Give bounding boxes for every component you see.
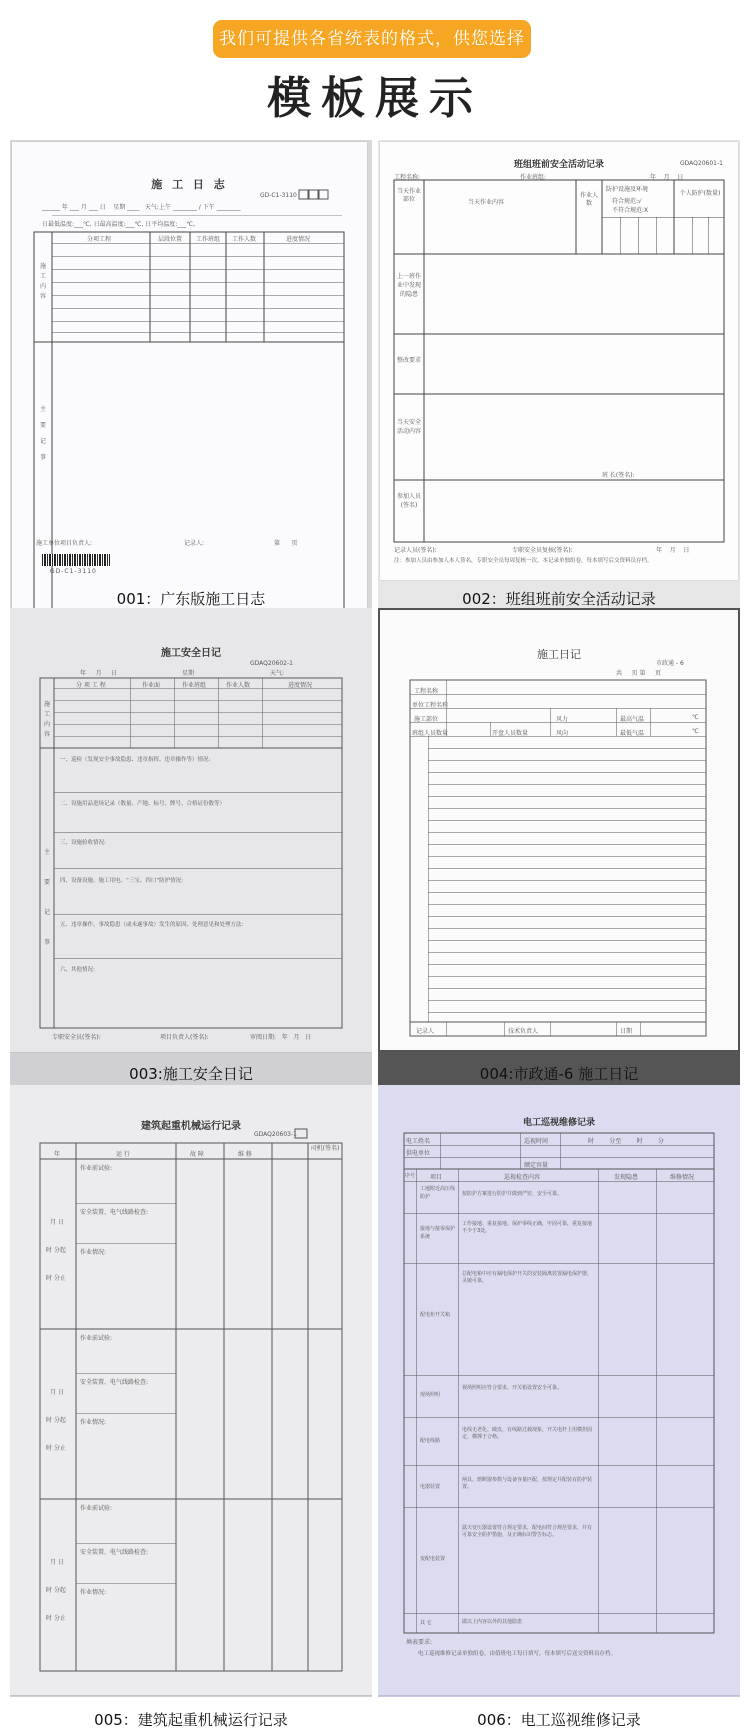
column-header: 作业人数	[579, 192, 598, 207]
note-text: 电工巡视维修记录单独组卷，由值班电工每日填写，每本填写后送交资料员存档。	[418, 1651, 617, 1657]
item-label: 配电线路	[420, 1438, 441, 1444]
side-label: 主要记事	[40, 406, 47, 461]
header-fields: 天气:	[270, 670, 285, 677]
row-label: 参加人员(签名)	[397, 493, 422, 509]
document-title: 电工巡视维修记录	[522, 1118, 595, 1128]
promo-banner	[213, 20, 531, 58]
item-label: 作业前试验:	[80, 1165, 113, 1172]
template-photo	[378, 608, 740, 1088]
item-label: 作业情况:	[80, 1249, 107, 1256]
document-sheet	[380, 142, 738, 580]
header-fields: 工程名称:	[394, 174, 421, 181]
section-label: 六、其他情况:	[60, 967, 95, 973]
column-header: 作业人数	[226, 682, 251, 689]
item-content: 按防护方案进行防护并做到严密，安全可靠。	[462, 1191, 563, 1197]
template-photo	[10, 1085, 372, 1697]
item-content: 露天变压器设置符合规定要求，配电间符合规范要求，并有可靠安全防护措施，及正确标识警告标志。	[462, 1525, 593, 1538]
column-header: 司机(签名)	[310, 1145, 340, 1152]
item-content: 视场照明应符合要求，开关箱设置安全可靠。	[462, 1385, 563, 1391]
template-card-005[interactable]	[10, 1085, 372, 1735]
time-label: 月 日	[50, 1219, 64, 1226]
column-header: 巡视检查内容	[504, 1174, 541, 1181]
document-sheet	[378, 1085, 740, 1695]
template-photo	[378, 1085, 740, 1697]
document-title: 施 工 日 志	[151, 178, 228, 191]
time-label: 时 分止	[46, 1275, 66, 1282]
row-label: 工程名称	[414, 688, 439, 695]
header-fields: 星期	[182, 670, 195, 677]
footer-text: 第 页	[274, 540, 298, 547]
header-cell: 电工姓名	[406, 1138, 431, 1145]
cell-label: 最高气温	[620, 716, 645, 723]
banner-text: 我们可提供各省统表的格式，供您选择	[219, 29, 525, 49]
footer-text: 记录人:	[184, 540, 205, 547]
footer-text: 记录人员(签名):	[394, 547, 437, 554]
note-title: 填表要求:	[406, 1639, 433, 1646]
document-title: 施工安全日记	[161, 648, 221, 659]
document-sheet	[380, 610, 738, 1050]
document-sheet	[10, 1085, 372, 1695]
item-label: 变配电装置	[420, 1556, 446, 1562]
header-fields: 年 月 日	[80, 670, 118, 677]
item-content: 闸具、熔断器参数与设备容量匹配，按规定并配装有防护装置。	[462, 1477, 593, 1490]
time-label: 时 分止	[46, 1445, 66, 1452]
column-header: 作业班组	[182, 682, 207, 689]
footer-text: 施工单位项目负责人:	[36, 540, 93, 547]
item-label: 作业情况:	[80, 1419, 107, 1426]
document-sheet	[12, 142, 367, 634]
time-label: 时 分止	[46, 1615, 66, 1622]
time-label: 月 日	[50, 1389, 64, 1396]
template-caption[interactable]: 002：班组班前安全活动记录	[462, 590, 656, 608]
temperature-fields: 日最低温度:___℃, 日最高温度:___℃, 日平均温度:___℃。	[42, 221, 199, 228]
column-header: 个人防护(数量)	[679, 190, 721, 197]
template-photo	[10, 608, 372, 1088]
section-label: 三、设施验收情况:	[60, 840, 106, 846]
column-header: 进度情况	[286, 236, 311, 243]
template-card-001[interactable]	[10, 140, 372, 640]
document-title: 建筑起重机械运行记录	[141, 1121, 241, 1132]
cell-unit: ℃	[692, 714, 699, 721]
item-label: 作业前试验:	[80, 1335, 113, 1342]
column-header: 项目	[430, 1174, 443, 1181]
footer-text: 年 月 日	[656, 547, 690, 554]
footer-text: 日期	[620, 1028, 633, 1035]
item-label: 安全装置、电气线路检查:	[80, 1379, 149, 1386]
barcode	[42, 554, 110, 566]
item-label: 作业前试验:	[80, 1505, 113, 1512]
header-fields: 年 月 日	[650, 174, 684, 181]
document-sheet	[10, 608, 372, 1052]
header-fields: 作业班组:	[520, 174, 547, 181]
form-code: GD-C1-3110	[260, 192, 297, 199]
template-card-006[interactable]	[378, 1085, 740, 1735]
item-label: 其 它	[420, 1620, 432, 1626]
row-label: 班组人员数量	[412, 730, 449, 737]
footer-text: 项目负责人(签名):	[160, 1034, 209, 1041]
template-card-002[interactable]	[378, 140, 740, 640]
form-grid	[380, 142, 738, 580]
barcode-text: GD-C1-3110	[50, 568, 97, 575]
side-label: 施工内容	[44, 701, 51, 738]
template-photo	[378, 140, 740, 640]
column-header: 发现隐患	[614, 1174, 639, 1181]
template-caption[interactable]: 004:市政通-6 施工日记	[479, 1065, 639, 1083]
template-photo	[10, 140, 372, 640]
section-label: 四、设备设施、施工用电、“三宝、四口”防护情况:	[60, 878, 184, 884]
header-cell: 供电单位	[406, 1150, 431, 1157]
column-header: 年	[54, 1151, 61, 1158]
footer-text: 技术负责人	[508, 1028, 539, 1035]
form-code: GDAQ20601-1	[680, 160, 723, 167]
time-label: 月 日	[50, 1559, 64, 1566]
footer-text: 审阅日期: 年 月 日	[250, 1034, 312, 1041]
time-label: 时 分起	[46, 1247, 66, 1254]
footer-text: 专职安全员(签名):	[52, 1034, 101, 1041]
item-label: 安全装置、电气线路检查:	[80, 1209, 149, 1216]
column-header: 符合规范:√	[612, 198, 642, 205]
column-header: 序号	[405, 1173, 416, 1179]
column-header: 进度情况	[288, 682, 313, 689]
document-title: 施工日记	[537, 648, 581, 661]
item-label: 配电柜开关箱	[420, 1312, 451, 1318]
page-title: 模板展示	[267, 73, 483, 124]
item-label: 电器装置	[420, 1484, 441, 1490]
row-label: 整改要求	[397, 357, 422, 364]
item-content: 做以上内容以外的其他隐患	[462, 1619, 523, 1625]
side-label: 主要记事	[44, 849, 51, 946]
row-label: 上一班作业中发现的隐患	[397, 273, 422, 298]
cell-label: 最低气温	[620, 730, 645, 737]
signature-label: 班 长(签名):	[602, 472, 635, 479]
item-label: 接地与接零保护系统	[420, 1226, 456, 1240]
template-card-004[interactable]	[378, 608, 740, 1088]
template-card-003[interactable]	[10, 608, 372, 1088]
date-fields: ______ 年 ___ 月 ___ 日 星期 ____ 天气:上午 ________ / 下午 ________	[42, 204, 241, 211]
form-code: GDAQ20602-1	[250, 660, 293, 667]
header-cell: 巡视时间	[524, 1138, 549, 1145]
column-header: 维 修	[238, 1151, 252, 1158]
column-header: 不符合规范:X	[612, 207, 649, 214]
cell-label: 风力	[556, 716, 569, 723]
cell-label: 风向	[556, 730, 569, 737]
cell-label: 开盘人员数量	[492, 730, 529, 737]
template-caption[interactable]: 003:施工安全日记	[129, 1065, 253, 1083]
column-header: 工作班组	[196, 236, 221, 243]
section-label: 五、违章操作、事故隐患（或未遂事故）发生的原因、处理意见和处理方法:	[60, 922, 244, 928]
row-label: 施工部位	[414, 716, 439, 723]
note-text: 注：参加人员由参加人本人签名，专职安全员每周复核一次，本记录单独组卷，每本填写后交资料员存档。	[394, 558, 653, 564]
item-label: 作业情况:	[80, 1589, 107, 1596]
time-label: 时 分起	[46, 1587, 66, 1594]
footer-text: 专职安全员复核(签名):	[512, 547, 573, 554]
item-content: 总配电箱中应有漏电保护开关的安装隔离装置漏电保护器，灵敏可靠。	[462, 1271, 593, 1284]
header-cell: 时 分至 时 分	[588, 1138, 664, 1145]
section-label: 一、巡检（发现安全事故隐患、违章指挥、违章操作等）情况:	[60, 757, 211, 763]
column-header: 层段位置	[158, 236, 183, 243]
item-label: 工地附近高压线防护	[420, 1186, 456, 1200]
item-content: 工作接地、重复接地、保护零线正确，牢固可靠，重复接地不少于3处。	[462, 1221, 593, 1234]
column-header: 故 障	[190, 1151, 204, 1158]
form-code: GDAQ20603-1	[254, 1131, 297, 1138]
row-label: 当天安全活动内容	[397, 419, 422, 435]
form-grid	[380, 610, 738, 1050]
cell-unit: ℃	[692, 728, 699, 735]
template-caption[interactable]: 001：广东版施工日志	[116, 590, 266, 608]
side-label: 施工内容	[40, 263, 47, 300]
column-header: 维修情况	[670, 1174, 695, 1181]
header-cell: 额定容量	[524, 1162, 549, 1169]
template-caption[interactable]: 005：建筑起重机械运行记录	[94, 1711, 288, 1729]
document-title: 班组班前安全活动记录	[513, 160, 604, 170]
time-label: 时 分起	[46, 1417, 66, 1424]
section-label: 二、设施用品进场记录（数量、产地、标号、牌号、合格证份数等）	[60, 801, 226, 807]
page-fields: 共 页 第 页	[616, 670, 662, 677]
row-label: 单位工程名称	[412, 702, 449, 709]
form-grid	[10, 608, 372, 1052]
column-header: 运 行	[116, 1151, 130, 1158]
column-header: 分项工程	[87, 236, 112, 243]
item-label: 现场照明	[420, 1392, 441, 1398]
column-header: 作业面	[142, 682, 161, 689]
column-header: 当天作业内容	[468, 199, 505, 206]
column-header: 分 项 工 程	[76, 682, 106, 689]
column-header: 工作人数	[232, 236, 257, 243]
footer-text: 记录人	[416, 1028, 435, 1035]
form-code: 市政通 - 6	[656, 660, 684, 667]
item-content: 电线无老化、破皮，有线路过载现象，开关电杆上用横担固定，横撑于合格。	[462, 1427, 593, 1440]
column-header: 当天作业部位	[396, 188, 421, 203]
column-header: 防护设施及环境	[606, 186, 649, 193]
template-caption[interactable]: 006：电工巡视维修记录	[477, 1711, 641, 1729]
form-grid	[10, 1085, 372, 1695]
item-label: 安全装置、电气线路检查:	[80, 1549, 149, 1556]
